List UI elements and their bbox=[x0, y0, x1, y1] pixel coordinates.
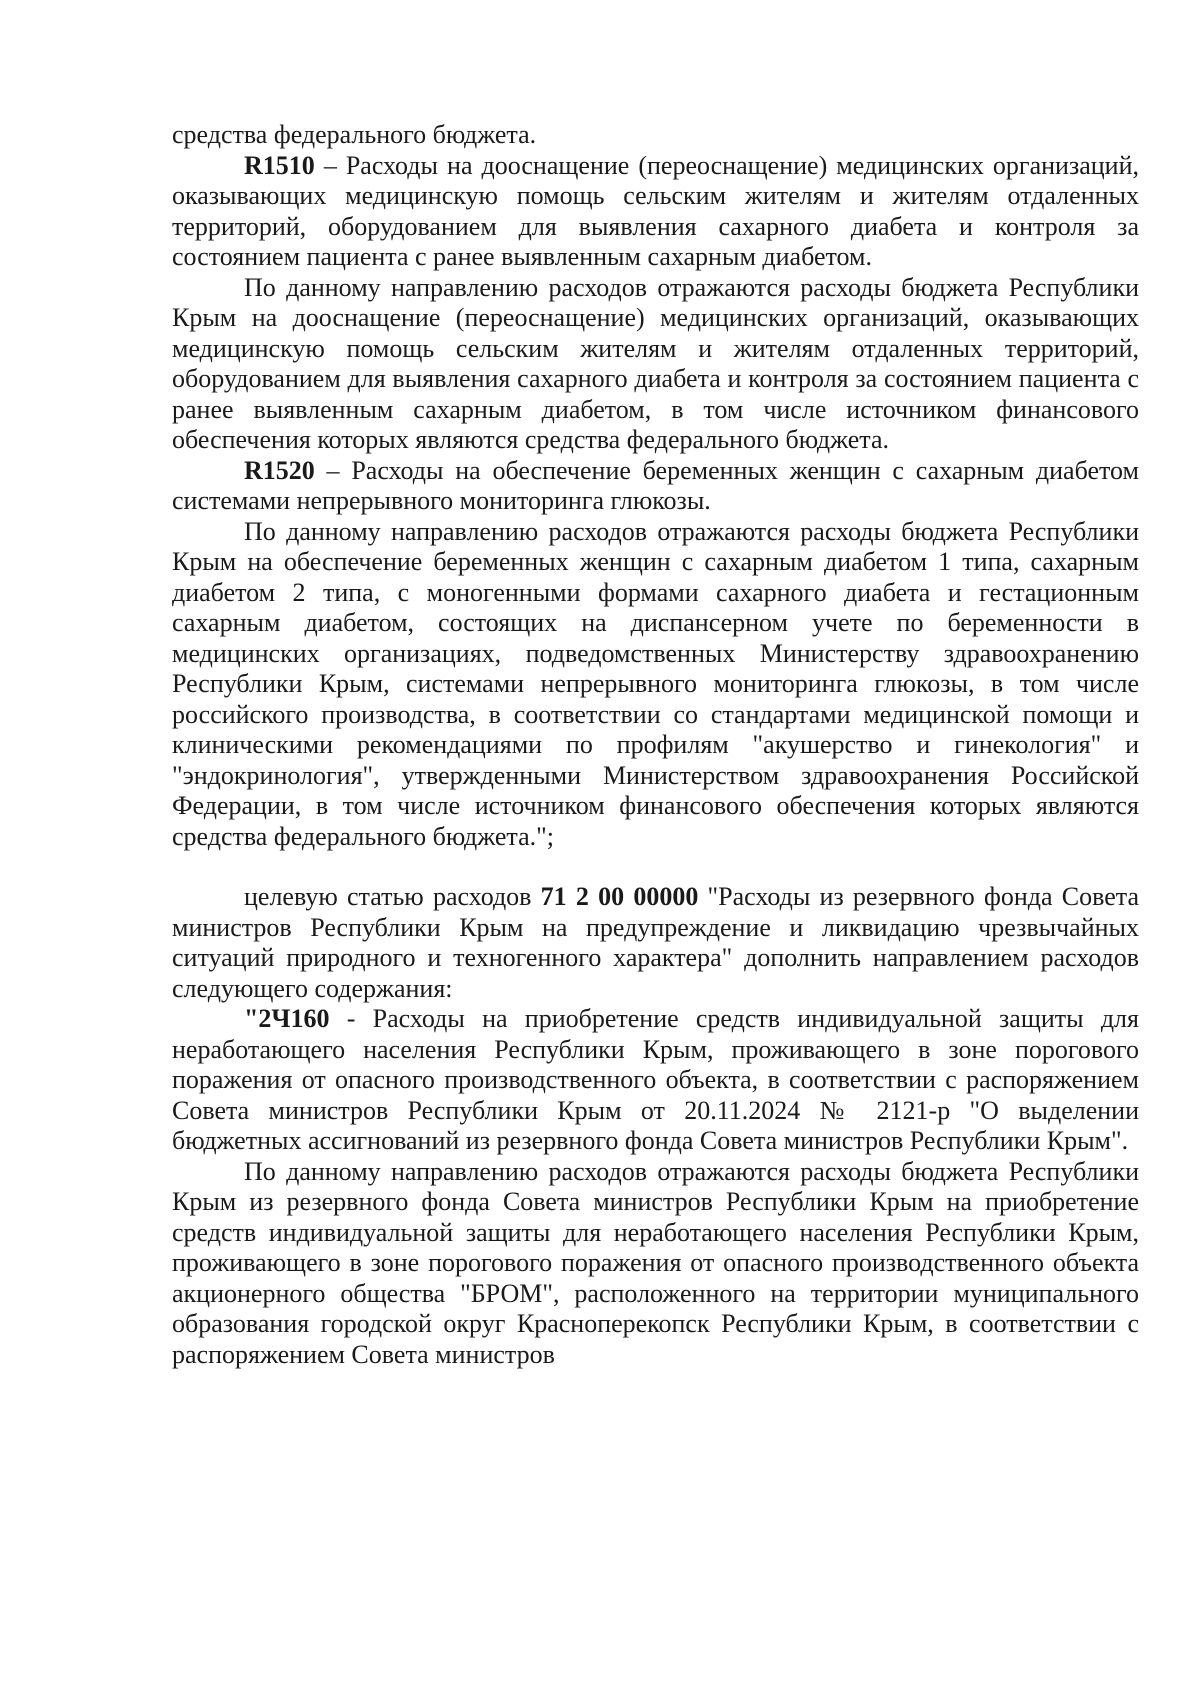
paragraph-text: целевую статью расходов bbox=[244, 882, 541, 911]
paragraph-target-article bbox=[172, 882, 1139, 1004]
paragraph-text: По данному направлению расходов отражаются расходы бюджета Республики Крым на обеспечение беременных женщин с сахарным диабетом 1 типа, сахарным диабетом 2 типа, с моногенными формами сахарного диабета и гестационным сахарным диабетом, состоящих на диспансерном учете по беременности в медицинских организациях, подведомственных Министерству здравоохранению Республики Крым, системами непрерывного мониторинга глюкозы, в том числе российского производства, в соответствии со стандартами медицинской помощи и клиническими рекомендациями по профилям "акушерство и гинекология" и "эндокринология", утвержденными Министерством здравоохранения Российской Федерации, в том числе источником финансового обеспечения которых являются средства федерального бюджета."; bbox=[172, 516, 1139, 851]
paragraph-r1510-title bbox=[172, 151, 1139, 273]
paragraph-text: По данному направлению расходов отражаются расходы бюджета Республики Крым на дооснащение (переоснащение) медицинских организаций, оказывающих медицинскую помощь сельским жителям и жителям отдаленных территорий, оборудованием для выявления сахарного диабета и контроля за состоянием пациента с ранее выявленным сахарным диабетом, в том числе источником финансового обеспечения которых являются средства федерального бюджета. bbox=[172, 272, 1139, 454]
code-71-2-00-00000: 71 2 00 00000 bbox=[540, 882, 699, 911]
paragraph-text: "Расходы из резервного фонда Совета министров Республики Крым на предупреждение и ликвидацию чрезвычайных ситуаций природного и техногенного характера" дополнить направлением расходов следующего содержания: bbox=[172, 882, 1139, 1003]
code-2ch160: "2Ч160 bbox=[244, 1004, 330, 1033]
paragraph-2ch160-description bbox=[172, 1157, 1139, 1371]
paragraph-2ch160-title bbox=[172, 1004, 1139, 1157]
paragraph-text: По данному направлению расходов отражаются расходы бюджета Республики Крым из резервного фонда Совета министров Республики Крым на приобретение средств индивидуальной защиты для неработающего населения Республики Крым, проживающего в зоне порогового поражения от опасного производственного объекта акционерного общества "БРОМ", расположенного на территории муниципального образования городской округ Красноперекопск Республики Крым, в соответствии с распоряжением Совета министров bbox=[172, 1156, 1139, 1369]
paragraph-text: – Расходы на обеспечение беременных женщин с сахарным диабетом системами непрерывного мониторинга глюкозы. bbox=[172, 455, 1139, 515]
paragraph-r1520-title bbox=[172, 456, 1139, 517]
paragraph-r1520-description bbox=[172, 517, 1139, 853]
paragraph-text: средства федерального бюджета. bbox=[172, 120, 537, 149]
code-r1520: R1520 bbox=[244, 455, 315, 485]
paragraph-text: – Расходы на дооснащение (переоснащение) медицинских организаций, оказывающих медицинскую помощь сельским жителям и жителям отдаленных территорий, оборудованием для выявления сахарного диабета и контроля за состоянием пациента с ранее выявленным сахарным диабетом. bbox=[172, 150, 1139, 271]
paragraph-continuation bbox=[172, 120, 1139, 151]
code-r1510: R1510 bbox=[244, 150, 315, 180]
paragraph-r1510-description bbox=[172, 273, 1139, 456]
paragraph-text: - Расходы на приобретение средств индивидуальной защиты для неработающего населения Республики Крым, проживающего в зоне порогового поражения от опасного производственного объекта, в соответствии с распоряжением Совета министров Республики Крым от 20.11.2024 № 2121-р "О выделении бюджетных ассигнований из резервного фонда Совета министров Республики Крым". bbox=[172, 1004, 1139, 1155]
document-body bbox=[172, 120, 1139, 1370]
